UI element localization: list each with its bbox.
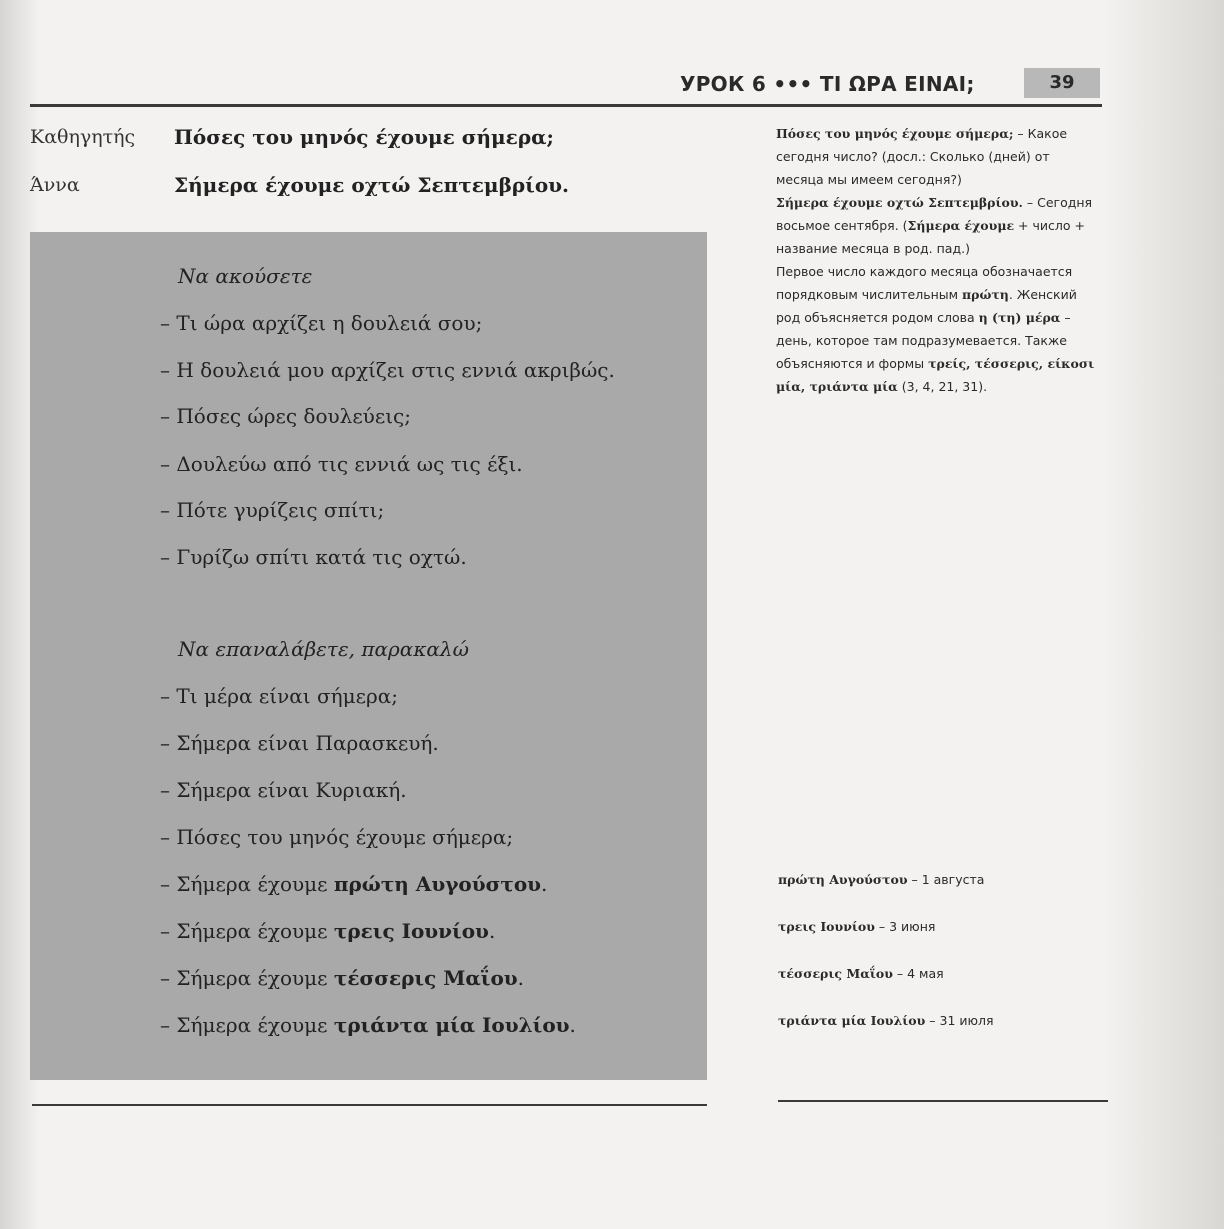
margin-note: τριάντα μία Ιουλίου – 31 июля [778,1013,994,1028]
footer-divider-left [32,1104,707,1106]
header-divider [30,104,1102,107]
listen-line: – Η δουλειά μου αρχίζει στις εννιά ακριβώς. [160,358,615,382]
repeat-line: – Πόσες του μηνός έχουμε σήμερα; [160,825,514,849]
page-number: 39 [1024,68,1100,98]
margin-note: πρώτη Αυγούστου – 1 августа [778,872,985,887]
repeat-heading: Να επαναλάβετε, παρακαλώ [178,637,469,661]
note-date-question: Πόσες του μηνός έχουμε σήμερα; – Какое сегодня число? (досл.: Сколько (дней) от месяца мы имеем сегодня?) [776,126,1068,187]
margin-note: τέσσερις Μαΐου – 4 мая [778,966,944,981]
note-first-day: Первое число каждого месяца обозначается порядковым числительным πρώτη. Женский род объясняется родом слова η (τη) μέρα – день, которое там подразумевается. Также объясняются и формы τρείς, τέσσερις, είκοσι μία, τριάντα μία (3, 4, 21, 31). [776,264,1095,394]
speaker-teacher: Καθηγητής [30,126,136,148]
repeat-line: – Σήμερα έχουμε τριάντα μία Ιουλίου. [160,1013,576,1037]
dialogue-line-teacher: Πόσες του μηνός έχουμε σήμερα; [174,125,554,149]
repeat-line: – Σήμερα έχουμε τέσσερις Μαΐου. [160,966,525,990]
listen-line: – Πόσες ώρες δουλεύεις; [160,404,411,428]
margin-note: τρεις Ιουνίου – 3 июня [778,919,936,934]
repeat-line: – Σήμερα έχουμε τρεις Ιουνίου. [160,919,496,943]
listen-line: – Τι ώρα αρχίζει η δουλειά σου; [160,311,483,335]
listen-line: – Γυρίζω σπίτι κατά τις οχτώ. [160,545,467,569]
repeat-line: – Σήμερα είναι Παρασκευή. [160,731,439,755]
listen-heading: Να ακούσετε [178,264,313,288]
repeat-line: – Τι μέρα είναι σήμερα; [160,684,398,708]
speaker-anna: Άννα [30,174,80,196]
dialogue-line-anna: Σήμερα έχουμε οχτώ Σεπτεμβρίου. [174,173,570,197]
note-date-answer: Σήμερα έχουμε οχτώ Σεπτεμβρίου. – Сегодня восьмое сентября. (Σήμερα έχουμε + число + название месяца в род. пад.) [776,195,1093,256]
side-notes [776,122,1096,398]
page-header-title: УРОК 6 ••• ΤΙ ΩΡΑ ΕΙΝΑΙ; [680,72,975,96]
repeat-line: – Σήμερα έχουμε πρώτη Αυγούστου. [160,872,548,896]
page-shadow-right [1104,0,1224,1229]
listen-line: – Δουλεύω από τις εννιά ως τις έξι. [160,452,523,476]
repeat-line: – Σήμερα είναι Κυριακή. [160,778,407,802]
listen-line: – Πότε γυρίζεις σπίτι; [160,498,385,522]
footer-divider-right [778,1100,1108,1102]
